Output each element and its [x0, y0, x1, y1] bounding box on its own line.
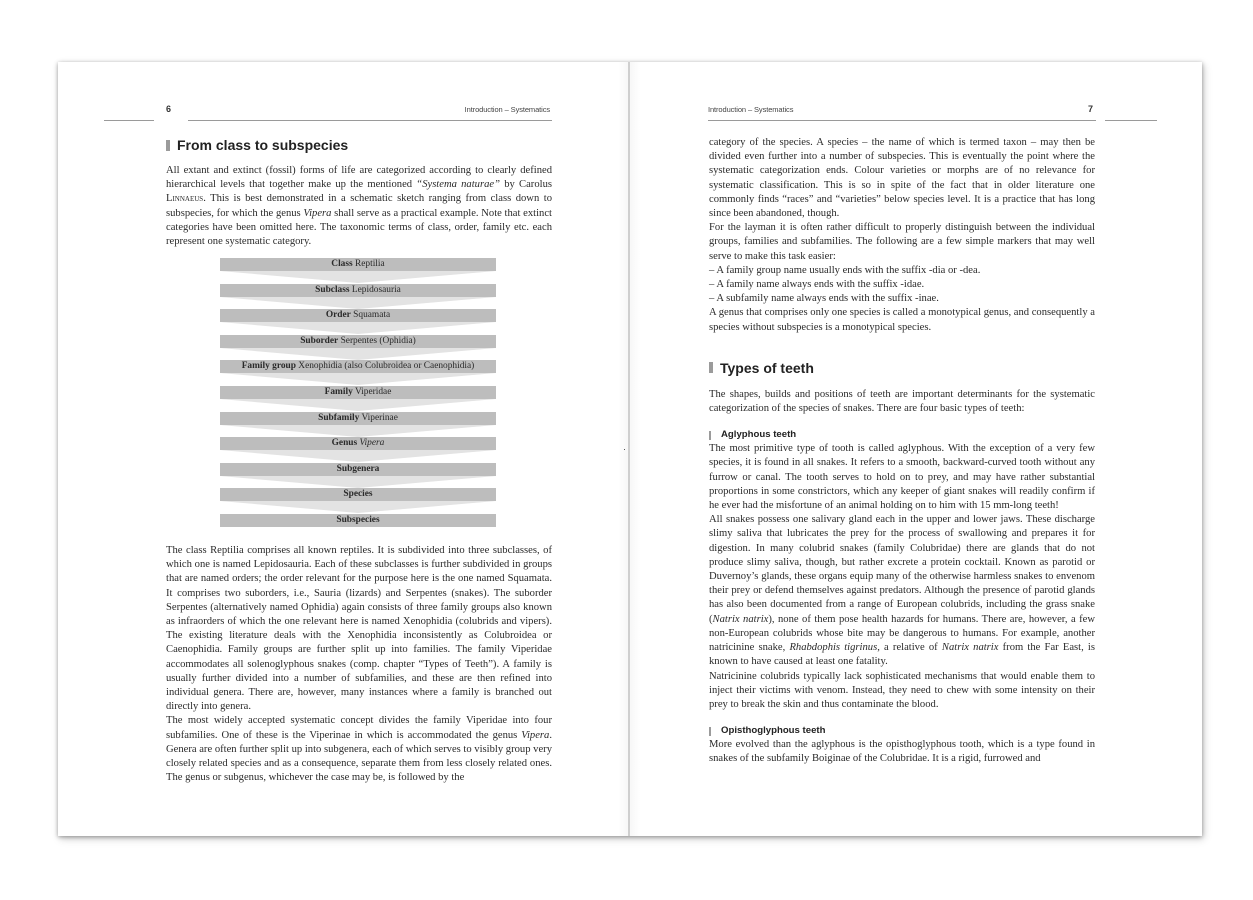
intro-paragraph: All extant and extinct (fossil) forms of life are categorized according to clearly defined hierarchical levels that together make up the mentioned “Systema naturae” by Carolus Linnaeus. This is best demonstrated in a schematic sketch ranging from class down to subspecies, for which the genus Vipera shall serve as a practical example. Note that extinct categories have been omitted here. The taxonomic terms of class, order, family etc. each represent one systematic category. — [166, 165, 552, 248]
down-arrow-icon — [220, 476, 496, 488]
subsection-heading: Aglyphous teeth — [709, 428, 1095, 442]
taxonomy-level: Species — [220, 488, 496, 514]
taxonomy-level: Subgenera — [220, 463, 496, 489]
taxonomy-level: Family group Xenophidia (also Colubroidea or Caenophidia) — [220, 360, 496, 386]
down-arrow-icon — [220, 450, 496, 462]
margin-rule — [1105, 120, 1157, 121]
marker-item: – A family group name usually ends with the suffix -dia or -dea. — [709, 264, 981, 276]
header-rule — [188, 120, 552, 121]
taxonomy-level: Genus Vipera — [220, 437, 496, 463]
right-page — [630, 62, 1202, 836]
taxonomy-level: Family Viperidae — [220, 386, 496, 412]
running-head: Introduction – Systematics — [464, 105, 550, 114]
right-column — [709, 136, 1095, 767]
heading-bar-icon — [166, 140, 170, 151]
paragraph: All snakes possess one salivary gland each in the upper and lower jaws. These discharge slimy saliva that lubricates the prey for the process of swallowing and prepares it for digestion. In many colubrid snakes (family Colubridae) there are glands that do not produce slimy saliva, though, but rather excrete a protein cocktail. Known as parotid or Duvernoy’s glands, these organs equip many of the otherwise harmless snakes to envenom their prey or defend themselves against predators. Although the presence of parotid glands has also been documented from a range of European colubrids, including the grass snake (Natrix natrix), none of them pose health hazards for humans. There are, however, a few non-European colubrids whose bite may be dangerous to humans. For example, another natricinine snake, Rhabdophis tigrinus, a relative of Natrix natrix from the Far East, is known to have caused at least one fatality. — [709, 514, 1096, 668]
section-heading — [709, 358, 1095, 378]
paragraph: The most primitive type of tooth is called aglyphous. With the exception of a very few species, it is found in all snakes. It refers to a smooth, backward-curved tooth without any furrow or canal. The tooth serves to hold on to prey, and may have rather substantial proportions in some constrictors, which any keeper of giant snakes will readily confirm if he ever had the misfortune of an animal holding on to him with 15 mm-long teeth! — [709, 443, 1095, 512]
down-arrow-icon — [220, 297, 496, 309]
subsection-heading: Opisthoglyphous teeth — [709, 724, 1095, 738]
taxonomy-level: Subfamily Viperinae — [220, 412, 496, 438]
down-arrow-icon — [220, 373, 496, 385]
paragraph: For the layman it is often rather difficult to properly distinguish between the individual groups, families and subfamilies. The following are a few simple markers that may well serve to make this task easier: — [709, 222, 1095, 262]
paragraph: More evolved than the aglyphous is the opisthoglyphous tooth, which is a type found in snakes of the subfamily Boiginae of the Colubridae. It is a rigid, furrowed and — [709, 739, 1095, 765]
paragraph: A genus that comprises only one species is called a monotypical genus, and consequently a species without subspecies is a monotypical species. — [709, 307, 1095, 333]
heading-bar-icon — [709, 431, 711, 440]
book-spread — [58, 62, 1202, 836]
down-arrow-icon — [220, 348, 496, 360]
down-arrow-icon — [220, 322, 496, 334]
taxonomy-level: Subspecies — [220, 514, 496, 540]
paragraph: The shapes, builds and positions of teeth are important determinants for the systematic categorization of the species of snakes. There are four basic types of teeth: — [709, 388, 1095, 415]
page-number: 7 — [1088, 104, 1094, 114]
taxonomy-level: Suborder Serpentes (Ophidia) — [220, 335, 496, 361]
paragraph: category of the species. A species – the name of which is termed taxon – may then be divided even further into a number of subspecies. This is eventually the point where the systematic categorization ends. Colour varieties or morphs are of no relevance for systematic classification. This is so in spite of the fact that in older literature one commonly finds “races” and “varieties” below species level. It is a practice that has long since been abandoned, though. — [709, 137, 1095, 220]
margin-rule — [104, 120, 154, 121]
paragraph: The class Reptilia comprises all known reptiles. It is subdivided into three subclasses, of which one is named Lepidosauria. Each of these subclasses is further subdivided in groups that are named orders; the order relevant for the purpose here is the one named Squamata. It comprises two suborders, i.e., Sauria (lizards) and Serpentes (snakes). The suborder Serpentes (alternatively named Ophidia) again consists of three family groups also known as infraorders of which the one relevant here is named Xenophidia (colubrids and vipers). The existing literature deals with the Xenophidia inconsistently as Colubroidea or Caenophidia. Family groups are further split up into families. The family Viperidae accommodates all solenoglyphous snakes (comp. chapter “Types of Teeth”). A family is usually further divided into a number of subfamilies, and these are then refined into individual genera. There are, however, many instances where a family is branched out directly into genera. — [166, 545, 552, 713]
heading-bar-icon — [709, 727, 711, 736]
left-page — [58, 62, 628, 836]
paragraph: Natricinine colubrids typically lack sophisticated mechanisms that would enable them to inject their victims with venom. Instead, they need to chew with some intensity on their prey to break the skin and thus contaminate the blood. — [709, 670, 1095, 710]
section-heading-text: Types of teeth — [720, 359, 814, 376]
page-number: 6 — [166, 104, 172, 114]
running-head: Introduction – Systematics — [708, 105, 794, 114]
section-heading-text: From class to subspecies — [177, 136, 349, 153]
taxonomy-level: Subclass Lepidosauria — [220, 284, 496, 310]
down-arrow-icon — [220, 399, 496, 411]
header-rule — [708, 120, 1096, 121]
taxonomy-diagram — [220, 258, 496, 540]
left-column-top — [166, 135, 552, 249]
left-column-bottom — [166, 544, 552, 785]
section-heading — [166, 135, 552, 155]
paragraph: The most widely accepted systematic concept divides the family Viperidae into four subfamilies. One of these is the Viperinae in which is accommodated the genus Vipera. Genera are often further split up into subgenera, each of which serves to visibly group very closely related species and as a consequence, separate them from less closely related ones. The genus or subgenus, whichever the case may be, is followed by the — [166, 715, 552, 784]
heading-bar-icon — [709, 362, 713, 373]
marker-item: – A family name always ends with the suffix -idae. — [709, 279, 925, 291]
down-arrow-icon — [220, 425, 496, 437]
down-arrow-icon — [220, 271, 496, 283]
marker-item: – A subfamily name always ends with the suffix -inae. — [709, 293, 939, 305]
taxonomy-level: Class Reptilia — [220, 258, 496, 284]
taxonomy-level: Order Squamata — [220, 309, 496, 335]
down-arrow-icon — [220, 501, 496, 513]
